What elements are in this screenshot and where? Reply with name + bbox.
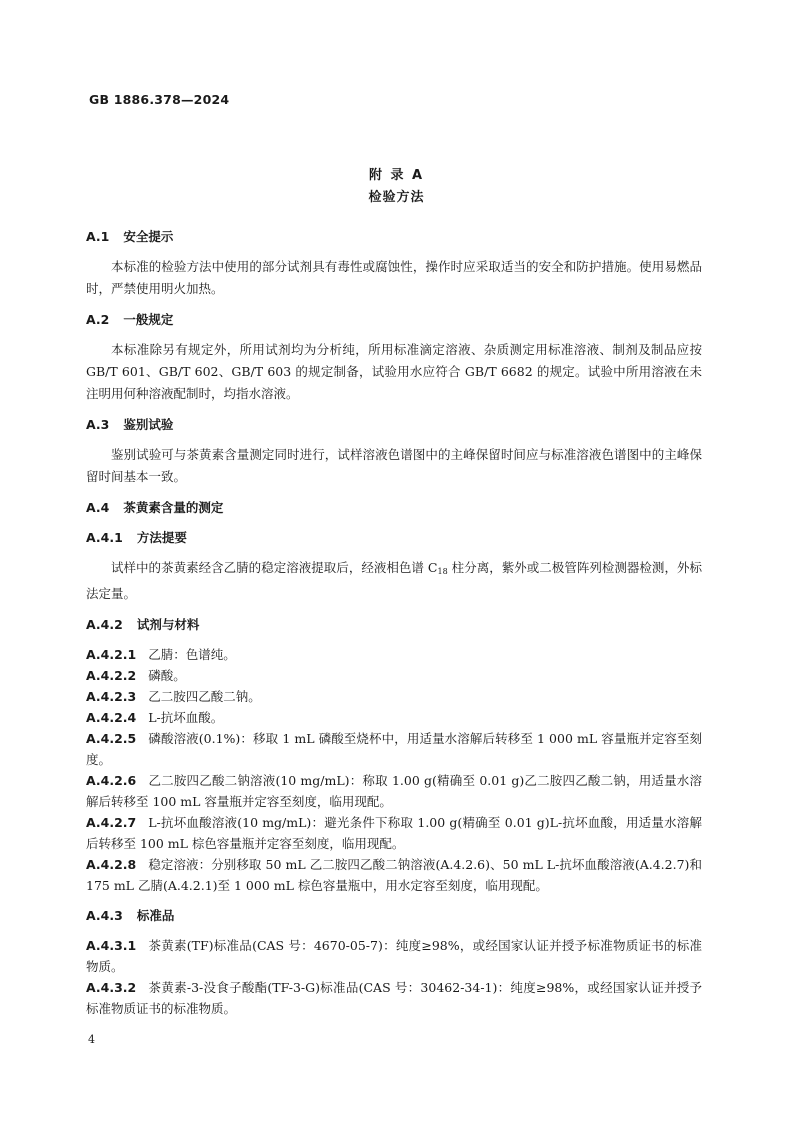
annex-title: 检验方法 bbox=[368, 190, 425, 205]
section-heading-a4: A.4 茶黄素含量的测定 bbox=[86, 500, 224, 515]
document-body bbox=[86, 226, 702, 1019]
page-number: 4 bbox=[88, 1033, 95, 1046]
list-item: A.4.2.1 乙腈：色谱纯。 bbox=[86, 647, 236, 662]
list-item: A.4.2.2 磷酸。 bbox=[86, 668, 186, 683]
list-item: A.4.2.7 L-抗坏血酸溶液(10 mg/mL)：避光条件下称取 1.00 g(精确至 0.01 g)L-抗坏血酸，用适量水溶解后转移至 100 mL 棕色容量瓶并定容至刻度，临用现配。 bbox=[86, 815, 702, 851]
standard-number: GB 1886.378—2024 bbox=[89, 92, 230, 107]
list-item: A.4.3.1 茶黄素(TF)标准品(CAS 号：4670-05-7)：纯度≥98%，或经国家认证并授予标准物质证书的标准物质。 bbox=[86, 938, 702, 974]
section-text-a2: 本标准除另有规定外，所用试剂均为分析纯，所用标准滴定溶液、杂质测定用标准溶液、制剂及制品应按 GB/T 601、GB/T 602、GB/T 603 的规定制备，试验用水应符合 GB/T 6682 的规定。试验中所用溶液在未注明用何种溶液配制时，均指水溶液。 bbox=[86, 342, 702, 401]
section-heading-a41: A.4.1 方法提要 bbox=[86, 530, 187, 545]
section-heading-a2: A.2 一般规定 bbox=[86, 312, 174, 327]
list-item: A.4.2.8 稳定溶液：分别移取 50 mL 乙二胺四乙酸二钠溶液(A.4.2.6)、50 mL L-抗坏血酸溶液(A.4.2.7)和 175 mL 乙腈(A.4.2.1)至 1 000 mL 棕色容量瓶中，用水定容至刻度，临用现配。 bbox=[86, 857, 702, 893]
list-item: A.4.3.2 茶黄素-3-没食子酸酯(TF-3-G)标准品(CAS 号：30462-34-1)：纯度≥98%，或经国家认证并授予标准物质证书的标准物质。 bbox=[86, 980, 702, 1016]
list-item: A.4.2.3 乙二胺四乙酸二钠。 bbox=[86, 689, 261, 704]
section-text-a1: 本标准的检验方法中使用的部分试剂具有毒性或腐蚀性，操作时应采取适当的安全和防护措施。使用易燃品时，严禁使用明火加热。 bbox=[86, 259, 702, 296]
section-text-a3: 鉴别试验可与茶黄素含量测定同时进行，试样溶液色谱图中的主峰保留时间应与标准溶液色谱图中的主峰保留时间基本一致。 bbox=[86, 447, 702, 484]
list-item: A.4.2.5 磷酸溶液(0.1%)：移取 1 mL 磷酸至烧杯中，用适量水溶解后转移至 1 000 mL 容量瓶并定容至刻度。 bbox=[86, 731, 702, 767]
section-heading-a1: A.1 安全提示 bbox=[86, 229, 174, 244]
list-item: A.4.2.4 L-抗坏血酸。 bbox=[86, 710, 224, 725]
section-heading-a42: A.4.2 试剂与材料 bbox=[86, 617, 200, 632]
section-heading-a43: A.4.3 标准品 bbox=[86, 908, 175, 923]
section-text-a41: 试样中的茶黄素经含乙腈的稳定溶液提取后，经液相色谱 $C_{18}$ 柱分离，紫外或二极管阵列检测器检测，外标法定量。 bbox=[86, 560, 702, 601]
list-item: A.4.2.6 乙二胺四乙酸二钠溶液(10 mg/mL)：称取 1.00 g(精确至 0.01 g)乙二胺四乙酸二钠，用适量水溶解后转移至 100 mL 容量瓶并定容至刻度，临用现配。 bbox=[86, 773, 702, 809]
section-heading-a3: A.3 鉴别试验 bbox=[86, 417, 174, 432]
annex-label: 附 录 A bbox=[368, 168, 425, 183]
